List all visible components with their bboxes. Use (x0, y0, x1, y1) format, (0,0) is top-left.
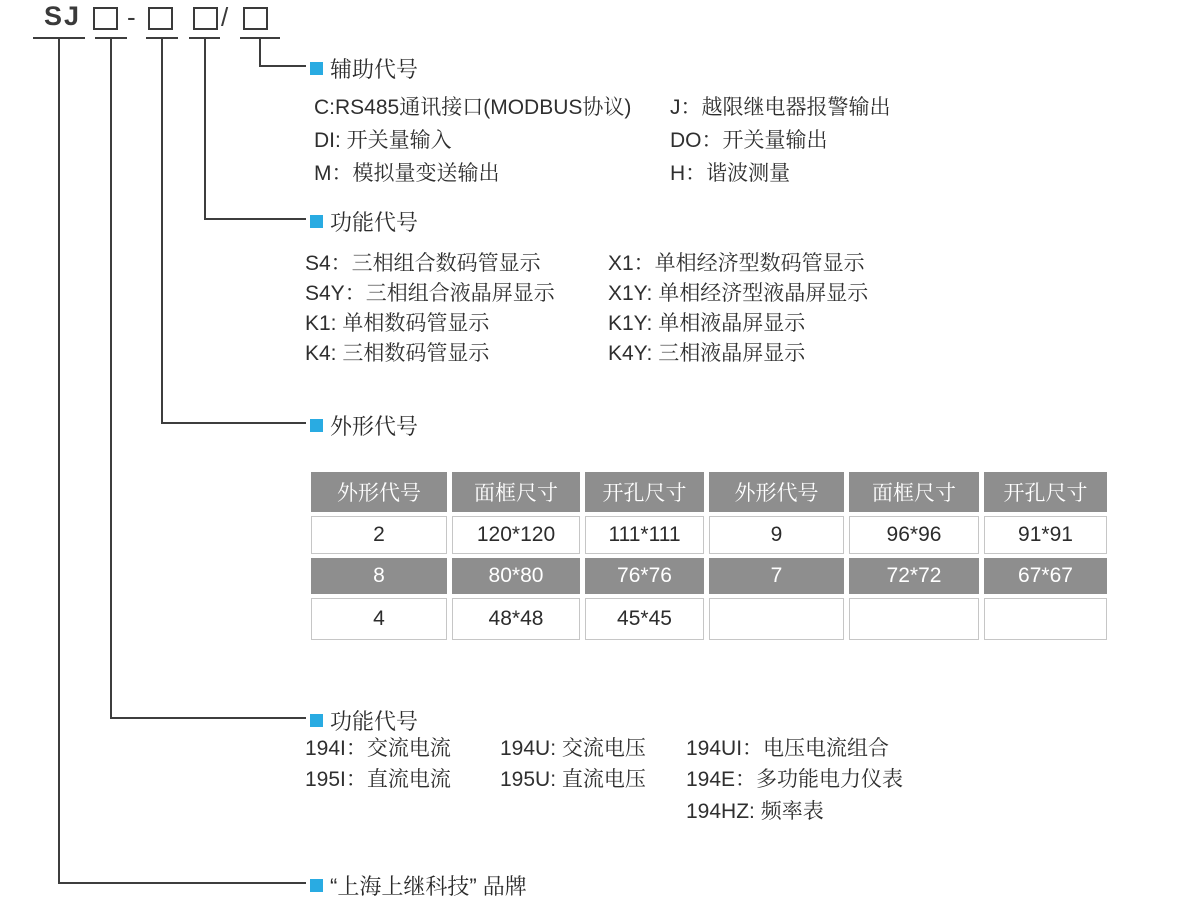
model-digit-box-1 (93, 7, 118, 30)
list-item: 194HZ: 频率表 (686, 800, 824, 823)
list-item: M：模拟量变送输出 (314, 162, 500, 185)
list-item: K4: 三相数码管显示 (305, 342, 490, 365)
table-cell: 48*48 (452, 598, 580, 640)
table-cell: 76*76 (585, 558, 704, 594)
section-bullet-icon (310, 215, 323, 228)
table-header-cell: 面框尺寸 (849, 472, 979, 512)
table-cell: 8 (311, 558, 447, 594)
table-cell: 67*67 (984, 558, 1107, 594)
brand-title: “上海上继科技” 品牌 (330, 874, 527, 899)
list-item: X1Y: 单相经济型液晶屏显示 (608, 282, 869, 305)
shape-table (311, 472, 1107, 640)
list-item: 194U: 交流电压 (500, 737, 646, 760)
elbow-function (110, 717, 306, 719)
section-bullet-icon (310, 879, 323, 892)
table-cell (984, 598, 1107, 640)
list-item: 195I：直流电流 (305, 768, 451, 791)
function-code-title: 功能代号 (330, 709, 419, 734)
list-item: J：越限继电器报警输出 (670, 96, 891, 119)
connector-line-auxiliary (259, 39, 261, 67)
model-digit-box-3 (193, 7, 218, 30)
list-item: 194UI：电压电流组合 (686, 737, 890, 760)
section-bullet-icon (310, 62, 323, 75)
brand-prefix-label: SJ (44, 1, 82, 31)
table-cell (709, 598, 844, 640)
section-bullet-icon (310, 714, 323, 727)
section-bullet-icon (310, 419, 323, 432)
model-digit-box-4 (243, 7, 268, 30)
table-cell: 91*91 (984, 516, 1107, 554)
table-cell: 120*120 (452, 516, 580, 554)
table-cell (849, 598, 979, 640)
list-item: K1: 单相数码管显示 (305, 312, 490, 335)
list-item: K1Y: 单相液晶屏显示 (608, 312, 806, 335)
list-item: 194I：交流电流 (305, 737, 451, 760)
table-cell: 45*45 (585, 598, 704, 640)
connector-line-shape (161, 39, 163, 424)
connector-line-function (110, 39, 112, 719)
model-digit-box-2 (148, 7, 173, 30)
table-cell: 80*80 (452, 558, 580, 594)
table-cell: 2 (311, 516, 447, 554)
auxiliary-code-title: 辅助代号 (330, 57, 419, 82)
table-header-cell: 开孔尺寸 (984, 472, 1107, 512)
display-function-section-header (310, 206, 418, 237)
connector-line-display-function (204, 39, 206, 220)
table-header-cell: 外形代号 (709, 472, 844, 512)
table-cell: 9 (709, 516, 844, 554)
list-item: 195U: 直流电压 (500, 768, 646, 791)
list-item: DI: 开关量输入 (314, 129, 452, 152)
list-item: K4Y: 三相液晶屏显示 (608, 342, 806, 365)
table-header-cell: 外形代号 (311, 472, 447, 512)
elbow-auxiliary (259, 65, 306, 67)
shape-code-title: 外形代号 (330, 414, 419, 439)
connector-line-brand (58, 39, 60, 884)
elbow-display-function (204, 218, 306, 220)
model-code (0, 0, 300, 40)
auxiliary-section-header (310, 53, 418, 84)
elbow-shape (161, 422, 306, 424)
dash-separator: - (127, 2, 136, 32)
list-item: S4Y：三相组合液晶屏显示 (305, 282, 555, 305)
shape-section-header (310, 410, 418, 441)
list-item: C:RS485通讯接口(MODBUS协议) (314, 96, 632, 119)
list-item: 194E：多功能电力仪表 (686, 768, 904, 791)
table-cell: 111*111 (585, 516, 704, 554)
brand-section-header (310, 870, 527, 901)
slash-separator: / (221, 2, 229, 32)
list-item: H：谐波测量 (670, 162, 791, 185)
table-cell: 4 (311, 598, 447, 640)
table-cell: 7 (709, 558, 844, 594)
table-cell: 72*72 (849, 558, 979, 594)
elbow-brand (58, 882, 306, 884)
list-item: DO：开关量输出 (670, 129, 828, 152)
table-header-cell: 面框尺寸 (452, 472, 580, 512)
display-function-code-title: 功能代号 (330, 210, 419, 235)
table-cell: 96*96 (849, 516, 979, 554)
table-header-cell: 开孔尺寸 (585, 472, 704, 512)
list-item: S4：三相组合数码管显示 (305, 252, 541, 275)
list-item: X1：单相经济型数码管显示 (608, 252, 865, 275)
function-section-header (310, 705, 418, 736)
